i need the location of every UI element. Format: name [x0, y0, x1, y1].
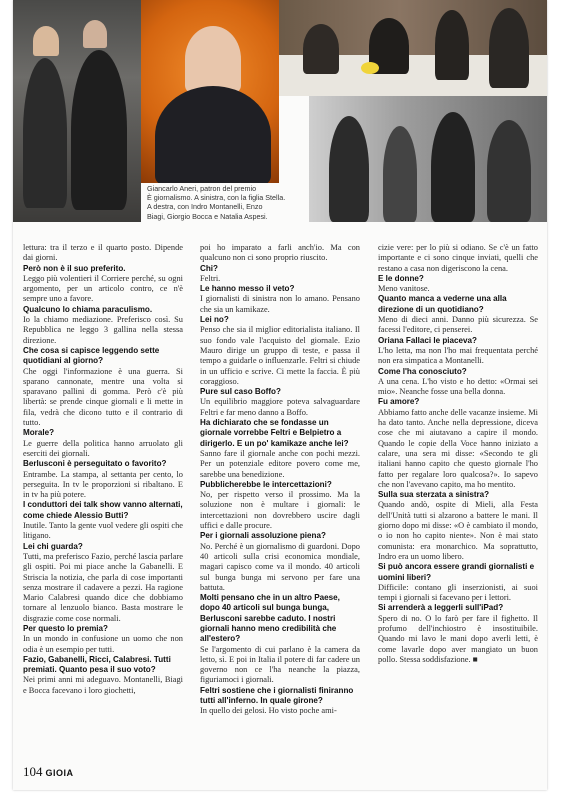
magazine-name: GIOIA: [45, 768, 74, 778]
interview-answer: Che oggi l'informazione è una guerra. Si sparano cannonate, mentre una volta si sparavano pallini di gomma. Però c'è più libertà: se prende cinque giornali e li mette in fila, vedrà che dicono tutto e il contrario di tutto.: [23, 366, 183, 428]
figure-shape: [435, 10, 469, 80]
interview-question: Ha dichiarato che se fondasse un giornale vorrebbe Feltri e Belpietro a dirigerlo. E un po' kamikaze anche lei?: [200, 418, 349, 448]
interview-question: Come l'ha conosciuto?: [378, 366, 467, 376]
interview-answer: Un equilibrio maggiore poteva salvaguardare Feltri e far meno danno a Boffo.: [200, 397, 360, 417]
figure-shape: [487, 120, 531, 222]
interview-question: Fazio, Gabanelli, Ricci, Calabresi. Tutti premiati. Quanto pesa il suo voto?: [23, 654, 171, 675]
interview-question: Feltri sostiene che i giornalisti finiranno tutti all'inferno. In quale girone?: [200, 685, 354, 706]
article-column-2: [200, 243, 360, 717]
figure-shape: [155, 86, 271, 183]
page-folio: [23, 764, 74, 780]
interview-question: Quanto manca a vederne una alla direzione di un quotidiano?: [378, 294, 507, 314]
caption-line: È giornalismo. A sinistra, con la figlia Stella.: [147, 193, 286, 203]
interview-question: E le donne?: [378, 273, 424, 283]
page-number: 104: [23, 764, 43, 779]
interview-answer: Sanno fare il giornale anche con pochi mezzi. Per un potenziale editore povero come me, sarebbe una benedizione.: [200, 448, 360, 479]
photo-daughter: [13, 0, 141, 222]
photo-dinner: [279, 0, 547, 96]
interview-answer: Feltri.: [200, 273, 221, 283]
interview-answer: Le guerre della politica hanno arruolato gli eserciti dei giornali.: [23, 438, 183, 458]
magazine-page: [13, 0, 547, 790]
interview-question: Sulla sua sterzata a sinistra?: [378, 490, 490, 500]
interview-answer: Tutti, ma preferisco Fazio, perché lascia parlare gli ospiti. Poi mi piace anche la Gabanelli. E Striscia la notizia, che parla di cose importanti senza mostrare il cadavere a pezzi. Ha ragione Mario Calabresi quando dice che dobbiamo tornare al lenzuolo bianco. Basta mostrare le disgrazie come cose normali.: [23, 551, 183, 623]
figure-shape: [71, 50, 127, 210]
face-shape: [33, 26, 59, 56]
interview-question: I conduttori dei talk show vanno alternati, come chiede Alessio Butti?: [23, 500, 183, 520]
face-shape: [83, 20, 107, 48]
interview-question: Lei chi guarda?: [23, 541, 83, 551]
interview-question: Pure sul caso Boffo?: [200, 387, 281, 397]
interview-question: Per i giornali assoluzione piena?: [200, 531, 326, 541]
interview-question: Morale?: [23, 428, 55, 438]
interview-question: Però non è il suo preferito.: [23, 263, 126, 273]
figure-shape: [431, 112, 475, 222]
photo-group: [309, 96, 547, 222]
interview-answer: Nei primi anni mi adeguavo. Montanelli, Biagi e Bocca facevano i loro giochetti,: [23, 675, 183, 695]
interview-answer: Quando andò, ospite di Mieli, alla Festa dell'Unità tutti si alzarono a battere le mani. Il giorno dopo mi disse: «O è cambiato il mondo, o io non ho capito niente». Non è mai stato comunista: era monarchico. Ma soprattutto, Indro era un uomo libero.: [378, 500, 538, 561]
figure-shape: [303, 24, 339, 74]
interview-answer: Abbiamo fatto anche delle vacanze insieme. Mi ha dato tanto. Anche nella depressione, diceva cose che mi aiutavano a capire il mondo. Quando le copie della Voce hanno iniziato a calare, una sera mi disse: «Secondo te gli italiani hanno capito che questo giornale l'ho fatto per regalare loro qualcosa?». Io sapevo che non l'avevano capito, ma ho mentito.: [378, 407, 538, 489]
flowers-shape: [361, 62, 379, 74]
figure-shape: [383, 126, 417, 222]
interview-answer: Leggo più volentieri il Corriere perché, su ogni argomento, per un articolo contro, ce n'è sempre uno a favore.: [23, 273, 183, 304]
interview-answer: Difficile: contano gli inserzionisti, ai suoi tempi i giornali si facevano per i lettori.: [378, 582, 538, 603]
interview-question: Pubblicherebbe le intercettazioni?: [200, 479, 332, 489]
interview-answer: cizie vere: per lo più si odiano. Se c'è un fatto importante e ci sono cinque inviati, quelli che restano a casa non digeriscono la cena.: [378, 243, 538, 273]
interview-answer: poi ho imparato a farli anch'io. Ma con qualcuno non ci sono proprio riuscito.: [200, 243, 360, 263]
interview-question: Molti pensano che in un altro Paese, dopo 40 articoli sul bunga bunga, Berlusconi sarebbe caduto. I nostri giornali hanno meno credibilità che all'estero?: [200, 593, 340, 644]
interview-answer: No, per rispetto verso il prossimo. Ma la soluzione non è multare i giornali: le intercettazioni non dovrebbero uscire dagli uffici e dalle procure.: [200, 490, 360, 531]
interview-answer: In un mondo in confusione un uomo che non odia è un esempio per tutti.: [23, 634, 183, 654]
interview-question: Le hanno messo il veto?: [200, 284, 295, 294]
caption-line: Giancarlo Aneri, patron del premio: [147, 184, 257, 193]
face-shape: [185, 26, 241, 92]
interview-answer: Se l'argomento di cui parlano è la camera da letto, sì. E poi in Italia il potere di far cadere un governo non ce l'ha neanche la piazza, figuriamoci i giornali.: [200, 644, 360, 685]
figure-shape: [23, 58, 67, 208]
interview-question: Che cosa si capisce leggendo sette quotidiani al giorno?: [23, 345, 160, 366]
interview-answer: Inutile. Tanto la gente vuol vedere gli ospiti che litigano.: [23, 521, 183, 541]
interview-answer: In quello dei gelosi. Ho visto poche ami-: [200, 706, 337, 716]
interview-answer: Penso che sia il miglior editorialista italiano. Il suo fondo vale l'acquisto del giornale. Ezio Mauro dirige un gruppo di teste, e passa il tempo a guidarle o influenzarle. Feltri si chiude in un ufficio e scrive. Ci mette la faccia. È più coraggioso.: [200, 325, 360, 386]
interview-question: Per questo lo premia?: [23, 623, 109, 633]
interview-answer: No. Perché è un giornalismo di guardoni. Dopo 40 articoli sulla crisi economica mondiale, magari capisco come va il mondo. 40 articoli sul bunga bunga mi servono per fare una battuta.: [200, 541, 360, 592]
interview-answer: A una cena. L'ho visto e ho detto: «Ormai sei mio». Neanche fosse una bella donna.: [378, 376, 538, 397]
interview-answer: I giornalisti di sinistra non lo amano. Pensano che sia un kamikaze.: [200, 294, 360, 314]
caption-line: A destra, con Indro Montanelli, Enzo: [147, 202, 263, 212]
interview-answer: L'ho letta, ma non l'ho mai frequentata perché non era simpatica a Montanelli.: [378, 345, 538, 366]
interview-answer: Meno di dieci anni. Danno più sicurezza. Se facessi l'editore, ci penserei.: [378, 315, 538, 335]
interview-question: Si può ancora essere grandi giornalisti e uomini liberi?: [378, 562, 535, 582]
article-column-1: [23, 243, 183, 696]
interview-answer: Entrambe. La stampa, al settanta per cento, lo perseguita. In tv le proporzioni si ribaltano. E in tv ha più potere.: [23, 469, 183, 500]
article-column-3: [378, 243, 538, 665]
interview-answer: Io la chiamo mediazione. Preferisco così. Su Repubblica ne leggo 3 gallina nella stessa direzione.: [23, 315, 183, 345]
interview-answer: Spero di no. O lo farò per fare il fighetto. Il profumo dell'inchiostro è insostituibile. Quando mi lavo le mani dopo averli letti, è come lavarle dopo aver mangiato un buon pollo. Stessa soddisfazione. ■: [378, 613, 538, 664]
photo-caption: [147, 184, 309, 221]
figure-shape: [489, 8, 529, 88]
interview-answer: lettura: tra il terzo e il quarto posto. Dipende dai giorni.: [23, 243, 183, 263]
photo-portrait: [141, 0, 279, 183]
interview-question: Si arrenderà a leggerli sull'iPad?: [378, 603, 504, 613]
interview-question: Qualcuno lo chiama paraculismo.: [23, 304, 153, 314]
interview-question: Fu amore?: [378, 397, 420, 407]
figure-shape: [329, 116, 369, 222]
caption-line: Biagi, Giorgio Bocca e Natalia Aspesi.: [147, 211, 268, 221]
interview-answer: Meno vanitose.: [378, 284, 430, 294]
interview-question: Lei no?: [200, 315, 229, 325]
interview-question: Oriana Fallaci le piaceva?: [378, 335, 477, 345]
interview-question: Chi?: [200, 263, 218, 273]
interview-question: Berlusconi è perseguitato o favorito?: [23, 459, 167, 469]
